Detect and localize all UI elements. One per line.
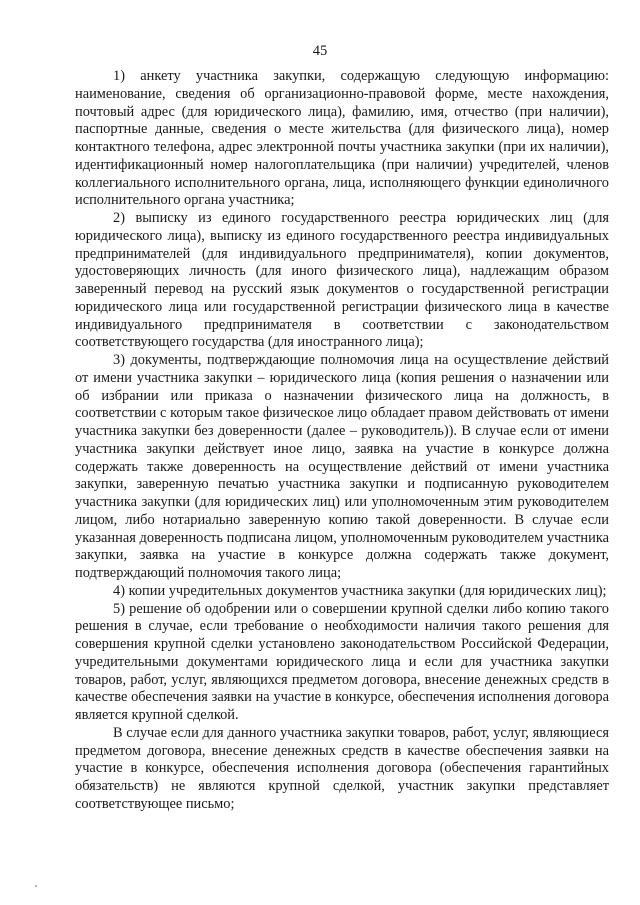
- page-number: 45: [312, 43, 328, 59]
- document-body: [75, 68, 609, 814]
- paragraph-item-3-authority-documents: 3) документы, подтверждающие полномочия лица на осуществление действий от имени участника закупки – юридического лица (копия решения о назначении или об избрании или приказа о назначении физического лица на должность, в соответствии с которым такое физическое лицо обладает правом действовать от имени участника закупки без доверенности (далее – руководитель)). В случае если от имени участника закупки действует иное лицо, заявка на участие в конкурсе должна содержать также доверенность на осуществление действий от имени участника закупки, заверенную печатью участника закупки и подписанную руководителем участника закупки (для юридических лиц) или уполномоченным этим руководителем лицом, либо нотариально заверенную копию такой доверенности. В случае если указанная доверенность подписана лицом, уполномоченным руководителем участника закупки, заявка на участие в конкурсе должна содержать также документ, подтверждающий полномочия такого лица;: [75, 352, 609, 581]
- paragraph-major-transaction-letter: В случае если для данного участника закупки товаров, работ, услуг, являющиеся предметом договора, внесение денежных средств в качестве обеспечения заявки на участие в конкурсе, обеспечения исполнения договора (обеспечения гарантийных обязательств) не являются крупной сделкой, участник закупки представляет соответствующее письмо;: [75, 724, 609, 812]
- paragraph-item-1-questionnaire: 1) анкету участника закупки, содержащую следующую информацию: наименование, сведения об организационно-правовой форме, месте нахождения, почтовый адрес (для юридического лица), фамилию, имя, отчество (при наличии), паспортные данные, сведения о месте жительства (для физического лица), номер контактного телефона, адрес электронной почты участника закупки (при их наличии), идентификационный номер налогоплательщика (при наличии) учредителей, членов коллегиального исполнительного органа, лица, исполняющего функции единоличного исполнительного органа участника;: [75, 68, 609, 209]
- scan-speck: [35, 885, 37, 887]
- paragraph-item-4-constituent-documents: 4) копии учредительных документов участника закупки (для юридических лиц);: [113, 582, 607, 599]
- paragraph-item-5-major-transaction-decision: 5) решение об одобрении или о совершении крупной сделки либо копию такого решения в случае, если требование о необходимости наличия такого решения для совершения крупной сделки установлено законодательством Российской Федерации, учредительными документами юридического лица и если для участника закупки товаров, работ, услуг, являющихся предметом договора, внесение денежных средств в качестве обеспечения заявки на участие в конкурсе, обеспечения исполнения договора является крупной сделкой.: [75, 600, 609, 723]
- paragraph-item-2-registry-extract: 2) выписку из единого государственного реестра юридических лиц (для юридического лица), выписку из единого государственного реестра индивидуальных предпринимателей (для индивидуального предпринимателя), копии документов, удостоверяющих личность (для иного физического лица), надлежащим образом заверенный перевод на русский язык документов о государственной регистрации юридического лица или государственной регистрации физического лица в качестве индивидуального предпринимателя в соответствии с законодательством соответствующего государства (для иностранного лица);: [75, 210, 609, 351]
